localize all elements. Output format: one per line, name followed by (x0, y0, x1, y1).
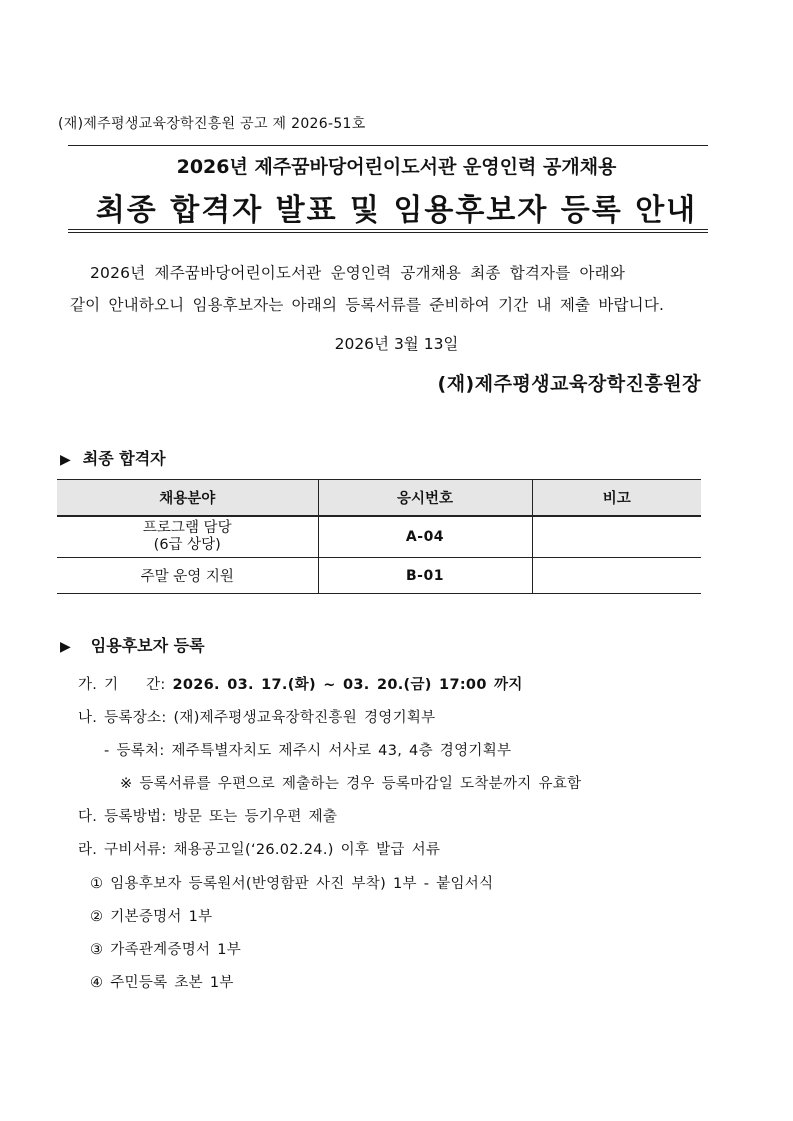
intro-line1: 2026년 제주꿈바당어린이도서관 운영인력 공개채용 최종 합격자를 아래와 (90, 264, 626, 282)
registration-method: 다. 등록방법: 방문 또는 등기우편 제출 (78, 809, 338, 825)
cell-applicant-number: A-04 (318, 516, 532, 558)
document-item: ④ 주민등록 초본 1부 (90, 975, 234, 991)
section-title: 임용후보자 등록 (90, 636, 205, 655)
registration-office: - 등록처: 제주특별자치도 제주시 서사로 43, 4층 경영기획부 (104, 743, 512, 759)
field-name: 주말 운영 지원 (140, 569, 234, 585)
cell-applicant-number: B-01 (318, 558, 532, 594)
section-registration-heading (60, 633, 205, 656)
period-value: 2026. 03. 17.(화) ~ 03. 20.(금) 17:00 까지 (172, 677, 523, 693)
registration-place: 나. 등록장소: (재)제주평생교육장학진흥원 경영기획부 (78, 710, 436, 726)
document-item: ① 임용후보자 등록원서(반영함판 사진 부착) 1부 - 붙임서식 (90, 876, 494, 892)
title-rule-bottom-double (68, 232, 708, 233)
title-rule-bottom (68, 229, 708, 230)
title-line1: 2026년 제주꿈바당어린이도서관 운영인력 공개채용 (176, 156, 617, 178)
section-final-passers-heading (60, 446, 166, 469)
table-header-row (57, 480, 701, 516)
section-title: 최종 합격자 (82, 449, 166, 468)
results-table (57, 479, 701, 594)
cell-note (532, 516, 701, 558)
document-item: ③ 가족관계증명서 1부 (90, 942, 242, 958)
cell-note (532, 558, 701, 594)
triangle-right-icon: ▶ (60, 452, 71, 468)
document-item: ② 기본증명서 1부 (90, 909, 213, 925)
signer: (재)제주평생교육장학진흥원장 (437, 373, 701, 395)
field-grade: (6급 상당) (153, 536, 221, 553)
table-row (57, 558, 701, 594)
documents-title: 라. 구비서류: 채용공고일(‘26.02.24.) 이후 발급 서류 (78, 842, 441, 858)
title-line2: 최종 합격자 발표 및 임용후보자 등록 안내 (95, 193, 698, 228)
cell-field (57, 516, 318, 558)
registration-period (78, 673, 523, 694)
period-label: 가. 기 간: (78, 677, 173, 693)
triangle-right-icon: ▶ (60, 639, 71, 655)
table-row (57, 516, 701, 558)
intro-line2: 같이 안내하오니 임용후보자는 아래의 등록서류를 준비하여 기간 내 제출 바랍니다. (70, 296, 665, 314)
col-header-number: 응시번호 (318, 480, 532, 516)
notice-date: 2026년 3월 13일 (334, 335, 459, 353)
col-header-field: 채용분야 (57, 480, 318, 516)
mail-note: ※ 등록서류를 우편으로 제출하는 경우 등록마감일 도착분까지 유효함 (120, 776, 582, 792)
col-header-note: 비고 (602, 490, 631, 507)
notice-number: (재)제주평생교육장학진흥원 공고 제 2026-51호 (58, 116, 366, 132)
title-rule-top (68, 145, 708, 146)
field-name: 프로그램 담당 (142, 519, 232, 536)
cell-field (57, 558, 318, 594)
